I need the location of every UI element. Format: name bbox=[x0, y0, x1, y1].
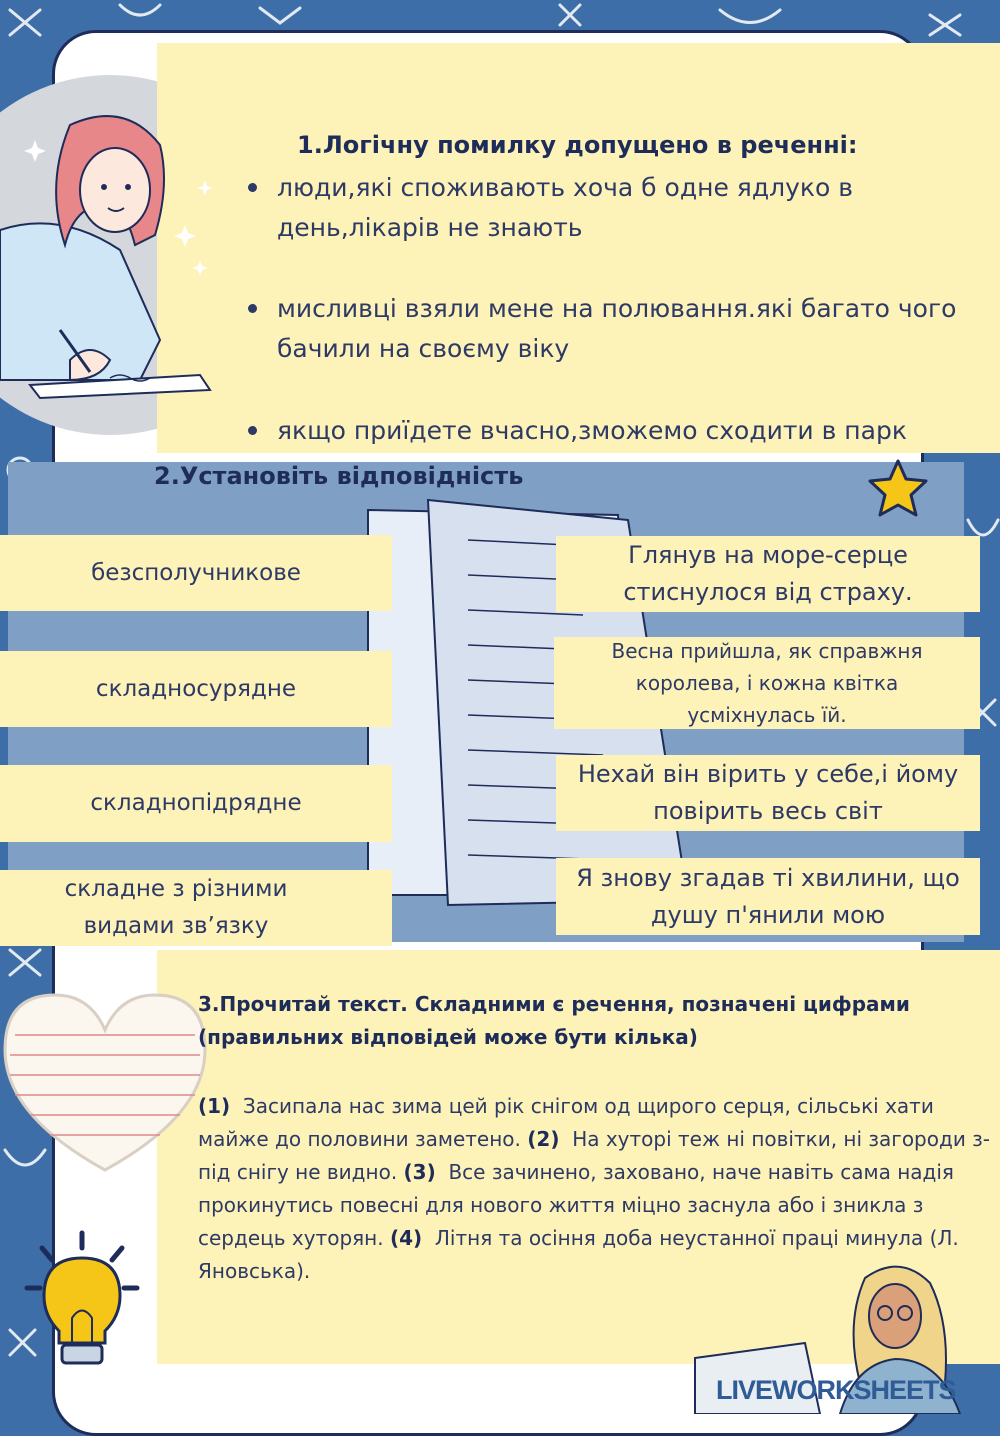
match-left-item-4[interactable]: складне з різними видами зв’язку bbox=[0, 870, 392, 946]
sentence-text: На хуторі теж ні повітки, ні загороди з-під снігу не видно. bbox=[198, 1127, 991, 1184]
match-right-item-3[interactable]: Нехай він вірить у себе,і йому повірить весь світ bbox=[556, 755, 980, 831]
match-right-item-1[interactable]: Глянув на море-серце стиснулося від страху. bbox=[556, 536, 980, 612]
answer-option-text: мисливці взяли мене на полювання.які багато чого бачили на своєму віку bbox=[277, 294, 957, 363]
sentence-text: Засипала нас зима цей рік снігом од щирого серця, сільські хати майже до половини заметено. bbox=[198, 1094, 934, 1151]
answer-option-text: люди,які споживають хоча б одне ядлуко в день,лікарів не знають bbox=[277, 173, 853, 242]
girl-writing-illustration bbox=[0, 110, 250, 400]
sentence-text: Все зачинено, заховано, наче навіть сама надія прокинутись повесні для нового життя міцно заснула або і зникла з сердець хуторян. bbox=[198, 1160, 954, 1250]
answer-option-text: якщо приїдете вчасно,зможемо сходити в парк bbox=[277, 416, 907, 445]
sentence-text: Літня та осіння доба неустанної праці минула (Л. Яновська). bbox=[198, 1226, 959, 1283]
lightbulb-icon bbox=[22, 1228, 142, 1378]
match-left-item-2[interactable]: складносурядне bbox=[0, 651, 392, 727]
match-right-item-4[interactable]: Я знову згадав ті хвилини, що душу п'янили мою bbox=[556, 858, 980, 935]
sentence-number: (1) bbox=[198, 1094, 231, 1118]
question-2-title: 2.Установіть відповідність bbox=[154, 462, 524, 490]
question-1-title: 1.Логічну помилку допущено в реченні: bbox=[297, 131, 858, 159]
answer-option-3[interactable] bbox=[248, 411, 968, 451]
match-left-item-1[interactable]: безсполучникове bbox=[0, 535, 392, 611]
bullet-icon bbox=[248, 304, 257, 313]
bullet-icon bbox=[248, 426, 257, 435]
heart-note-illustration bbox=[0, 985, 210, 1185]
sentence-number: (3) bbox=[403, 1160, 436, 1184]
answer-option-2[interactable] bbox=[248, 289, 968, 371]
question-3-title: 3.Прочитай текст. Складними є речення, позначені цифрами (правильних відповідей може бути кілька) bbox=[198, 992, 910, 1049]
answer-option-1[interactable] bbox=[248, 168, 968, 250]
star-icon bbox=[866, 457, 930, 521]
bullet-icon bbox=[248, 183, 257, 192]
sentence-number: (4) bbox=[389, 1226, 423, 1250]
sentence-number: (2) bbox=[527, 1127, 560, 1151]
match-right-item-2[interactable]: Весна прийшла, як справжня королева, і кожна квітка усміхнулась їй. bbox=[554, 637, 980, 729]
match-left-item-3[interactable]: складнопідрядне bbox=[0, 765, 392, 842]
brand-logo: LIVEWORKSHEETS bbox=[716, 1375, 956, 1405]
